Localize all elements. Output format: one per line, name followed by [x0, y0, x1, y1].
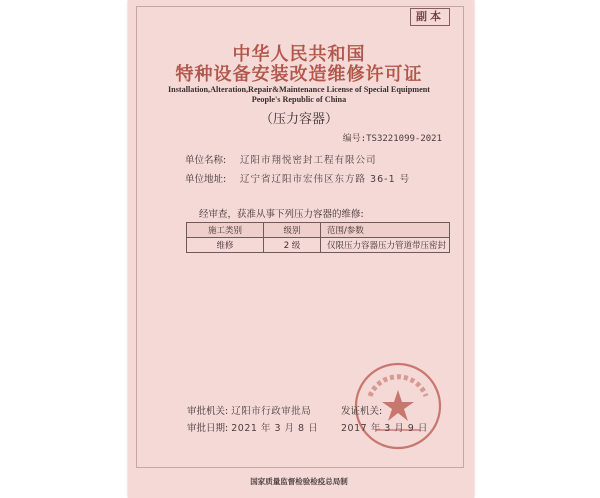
- approval-authority-label: 审批机关:: [187, 406, 229, 417]
- unit-address-label: 单位地址:: [185, 174, 227, 185]
- issue-date-row: [341, 420, 428, 434]
- approval-date-label: 审批日期:: [187, 423, 229, 434]
- header-scope: 范围/参数: [321, 223, 450, 238]
- unit-name-row: [185, 152, 377, 166]
- unit-name-value: 辽阳市翔悦密封工程有限公司: [240, 155, 377, 166]
- title-english: Installation,Alteration,Repair&Maintenance License of Special Equipment: [168, 85, 430, 94]
- approval-authority-row: [187, 403, 311, 417]
- cell-level: 2 级: [264, 238, 321, 253]
- issuer-footer: 国家质量监督检验检疫总局制: [250, 477, 348, 486]
- unit-address-value: 辽宁省辽阳市宏伟区东方路 36-1 号: [240, 174, 411, 185]
- issue-date-value: 2017 年 3 月 9 日: [341, 423, 428, 434]
- cell-construction-type: 维修: [187, 238, 264, 253]
- approval-date-value: 2021 年 3 月 8 日: [231, 423, 319, 434]
- cell-scope: 仅限压力容器压力管道带压密封: [321, 238, 450, 253]
- license-serial-number: 编号:TS3221099-2021: [342, 134, 442, 144]
- header-level: 级别: [264, 223, 321, 238]
- unit-address-row: [185, 171, 410, 185]
- table-row: [187, 238, 450, 253]
- title-license: 特种设备安装改造维修许可证: [175, 64, 423, 85]
- scope-table: [186, 222, 450, 253]
- header-construction-type: 施工类别: [187, 223, 264, 238]
- approval-authority-value: 辽阳市行政审批局: [231, 406, 312, 417]
- issuing-authority-label: 发证机关:: [341, 406, 383, 417]
- scope-table-header: [187, 223, 450, 238]
- copy-stamp: 副本: [410, 8, 450, 26]
- approval-date-row: [187, 420, 318, 434]
- approval-intro: 经审查，获准从事下列压力容器的维修:: [199, 209, 364, 220]
- title-english-country: People's Republic of China: [251, 95, 347, 104]
- unit-name-label: 单位名称:: [185, 155, 227, 166]
- license-category: （压力容器）: [259, 112, 338, 127]
- title-country: 中华人民共和国: [232, 44, 366, 65]
